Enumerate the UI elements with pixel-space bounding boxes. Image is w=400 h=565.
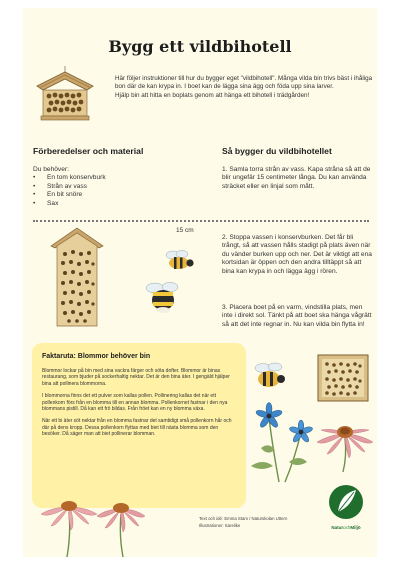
materials-list <box>33 166 193 208</box>
logo-wordmark: NaturochMiljö <box>331 525 361 530</box>
fact-box <box>32 343 246 508</box>
preparations-heading: Förberedelser och material <box>33 146 144 156</box>
fact-paragraph: I blommorna finns det ett pulver som kallas pollen. Pollinering kallas det när ett pollenkorn förs från en blomma till en annan blomma. Pollenkornet fastnar i den nya blommans pistill. Då kan ett frö bildas. Från fröet kan en ny blomma växa. <box>42 393 228 413</box>
fact-box-title: Faktaruta: Blommor behöver bin <box>42 353 151 360</box>
fact-box-body <box>42 368 238 444</box>
coneflower-illustration <box>315 412 377 472</box>
natur-och-miljo-logo <box>319 482 373 542</box>
build-heading: Så bygger du vildbihotellet <box>222 146 332 156</box>
build-step-1: 1. Samla torra strån av vass. Kapa stråna så att de blir ungefär 15 centimeter långa. Du kan använda sträcket eller en linjal som mått. <box>222 166 371 190</box>
material-item: • Sax <box>33 200 193 208</box>
credits <box>199 516 287 529</box>
credit-line: Text och idé: Emma Stam / Naturskolan Uttern <box>199 516 288 521</box>
blue-flowers-illustration <box>249 400 325 484</box>
page-title: Bygg ett vildbihotell <box>108 37 292 56</box>
bee-illustration <box>163 248 195 272</box>
bumblebee-illustration <box>143 278 183 314</box>
material-item: • Strån av vass <box>33 183 193 191</box>
bee-hotel-illustration <box>31 66 97 126</box>
fact-paragraph: Blommor lockar på bin med sina vackra färger och söta dofter. Blommor är binas restaurang, som bjuder på sockerhaltig nektar. Det är den bina äter. I gengäld hjälper bina att pollinera blommorna. <box>42 368 230 387</box>
credit-line: Illustrationer: Sarelike <box>199 522 241 528</box>
ruler-label: 15 cm <box>176 227 194 234</box>
leaf-logo-icon <box>328 482 364 522</box>
bee-illustration <box>252 360 286 390</box>
needs-label: Du behöver: <box>33 166 69 173</box>
fact-paragraph: När ett bi äter söt nektar från en blomma fastnar det samtidigt små pollenkorn hår och där på dens kropp. Dessa pollenkorn flyttas med biet till nästa blomma som den besöker. Då säger man att biet pollinerar blomman. <box>42 418 232 438</box>
material-item: • En tom konservburk <box>33 174 193 182</box>
intro-paragraph: Hjälp bin att hitta en boplats genom att hänga ett bihotell i trädgården! <box>115 91 310 99</box>
intro-text <box>115 75 373 100</box>
ruler-line <box>33 220 369 222</box>
coneflowers-bottom-illustration <box>41 490 145 557</box>
intro-paragraph: Här följer instruktioner till hur du bygger eget "vildbihotell". Många vilda bin trivs bäst i ihåliga bon där de kan krypa in. I boet kan de lägga sina ägg och föda upp sina larver. <box>115 75 373 91</box>
material-item: • En bit snöre <box>33 191 193 199</box>
bee-box-illustration <box>317 354 369 402</box>
build-step-2: 2. Stoppa vassen i konservburken. Det får bli trångt, så att vassen hålls stadigt på plats även när du vänder burken upp och ner. Det är viktigt att ena kortsidan är öppen och den andra tilltäppt så att bina kan krypa in och lägga ägg i rören. <box>222 234 372 275</box>
worksheet-page <box>23 8 377 557</box>
house-bee-hotel-illustration <box>51 228 103 328</box>
build-step-3: 3. Placera boet på en varm, vindstilla plats, men inte i direkt sol. Tänkt på att boet ska hänga vågrätt så att det inte regnar in. Nu kan vilda bin flytta in! <box>222 304 372 328</box>
